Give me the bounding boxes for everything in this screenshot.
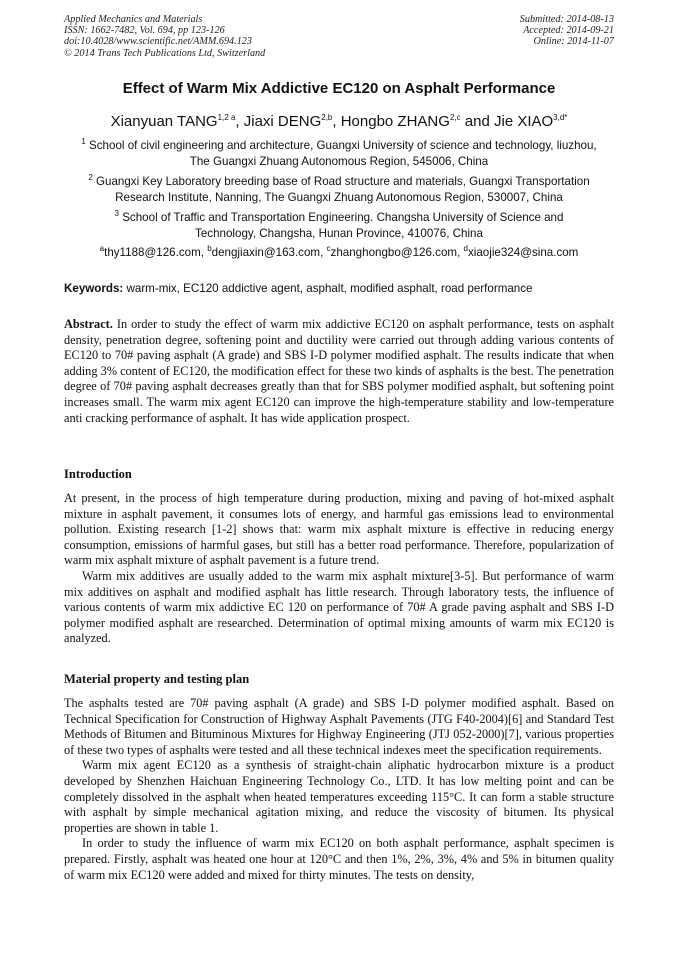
- affiliation-line: School of civil engineering and architecture, Guangxi University of science and technology, liuzhou,: [89, 139, 597, 152]
- email-mark: d: [463, 244, 468, 254]
- affiliation-2: [50, 174, 628, 206]
- affiliation-line: Technology, Changsha, Hunan Province, 410076, China: [195, 227, 483, 241]
- journal-doi: doi:10.4028/www.scientific.net/AMM.694.123: [64, 36, 252, 48]
- journal-name: Applied Mechanics and Materials: [64, 14, 203, 25]
- email-separator: ,: [200, 246, 208, 259]
- date-submitted: Submitted: 2014-08-13: [519, 14, 614, 25]
- paragraph: The asphalts tested are 70# paving asphalt (A grade) and SBS I-D polymer modified asphalt. Based on Technical Specification for Construction of Highway Asphalt Pavements (JTG F40-2004)[6] and Standard Test Methods of Bitumen and Bituminous Mixtures for Highway Engineering (JTJ 052-2000)[7], various properties of these two types of asphalts were tested and all these technical indexes meet the specification requirements.: [64, 696, 614, 757]
- keywords-text: warm-mix, EC120 addictive agent, asphalt, modified asphalt, road performance: [123, 282, 533, 295]
- journal-issn: ISSN: 1662-7482, Vol. 694, pp 123-126: [64, 25, 225, 37]
- author-affiliation-mark: 2,c: [449, 113, 461, 122]
- author-name: Hongbo ZHANG: [340, 113, 450, 130]
- abstract-text: In order to study the effect of warm mix addictive EC120 on asphalt performance, tests on asphalt density, penetration degree, softening point and ductility were carried out through adding various contents of EC120 to 70# paving asphalt (A grade) and SBS I-D polymer modified asphalt. The results indicate that when adding 3% content of EC120, the modification effect for these two kinds of asphalts is the best. The penetration degree of 70# paving asphalt decreases greatly than that for SBS polymer modified asphalt, but softening point increases small. The warm mix agent EC120 can improve the high-temperature stability and low-temperature anti cracking performance of asphalt. It has wide application prospect.: [64, 317, 614, 425]
- author-name: Jie XIAO: [493, 113, 554, 130]
- introduction-body: [64, 491, 614, 647]
- paragraph: At present, in the process of high temperature during production, mixing and paving of hot-mixed asphalt mixture in asphalt pavement, it consumes lots of energy, and harmful gas emissions lead to environmental pollution. Existing research [1-2] shows that: warm mix asphalt mixture is effective in reducing energy consumption, emissions of harmful gases, but still has a better road performance. Therefore, popularization of warm mix asphalt mixture of asphalt pavement is a future trend.: [64, 491, 614, 568]
- email-mark: a: [99, 244, 105, 254]
- email-address[interactable]: thy1188@126.com: [104, 246, 201, 259]
- email-separator: ,: [457, 246, 464, 259]
- date-online: Online: 2014-11-07: [533, 36, 614, 48]
- journal-info: [64, 14, 265, 59]
- abstract: [64, 317, 614, 426]
- author-affiliation-mark: 2,b: [321, 113, 333, 122]
- author-affiliation-mark: 3,d*: [553, 113, 568, 122]
- keywords: [64, 282, 616, 295]
- keywords-label: Keywords:: [64, 282, 124, 295]
- affiliation-number: 2: [88, 173, 93, 183]
- abstract-label: Abstract.: [64, 317, 113, 331]
- affiliation-number: 1: [81, 137, 86, 147]
- email-separator: ,: [320, 246, 327, 259]
- affiliation-line: Guangxi Key Laboratory breeding base of Road structure and materials, Guangxi Transportation: [96, 175, 590, 188]
- paragraph: Warm mix additives are usually added to the warm mix asphalt mixture[3-5]. But performance of warm mix additives on asphalt and modified asphalt has little research. Through laboratory tests, the influence of various contents of warm mix addictive EC 120 on performance of 70# A grade paving asphalt and SBS I-D polymer modified asphalt are researched. Determination of optimal mixing amounts of warm mix EC120 is analyzed.: [64, 568, 614, 646]
- author-list: [40, 113, 638, 130]
- author-separator: ,: [235, 113, 244, 130]
- paragraph: Warm mix agent EC120 as a synthesis of straight-chain aliphatic hydrocarbon mixture is a product developed by Shenzhen Haichuan Engineering Technology Co., LTD. It has low melting point and can be completely dissolved in the asphalt when heated temperatures exceeding 115°C. It can form a stable structure with asphalt by simple mechanical agitation mixing, and reduce the viscosity of bitumen. Its physical properties are shown in table 1.: [64, 758, 614, 835]
- author-name: Jiaxi DENG: [243, 113, 322, 130]
- email-address[interactable]: dengjiaxin@163.com: [211, 246, 321, 259]
- material-body: [64, 696, 614, 883]
- author-name: Xianyuan TANG: [110, 113, 218, 130]
- section-heading-material: Material property and testing plan: [64, 672, 250, 686]
- author-affiliation-mark: 1,2 a: [217, 113, 236, 122]
- email-address[interactable]: zhanghongbo@126.com: [330, 246, 458, 259]
- affiliation-number: 3: [114, 209, 119, 219]
- section-heading-introduction: Introduction: [64, 467, 132, 481]
- author-separator: ,: [332, 113, 341, 130]
- affiliation-line: The Guangxi Zhuang Autonomous Region, 545006, China: [189, 155, 489, 169]
- dates-info: [520, 14, 614, 48]
- affiliation-line: Research Institute, Nanning, The Guangxi Zhuang Autonomous Region, 530007, China: [115, 191, 563, 205]
- affiliation-1: [50, 138, 628, 170]
- paragraph: In order to study the influence of warm mix EC120 on both asphalt performance, asphalt specimen is prepared. Firstly, asphalt was heated one hour at 120°C and then 1%, 2%, 3%, 4% and 5% in bitumen quality of warm mix EC120 were added and mixed for thirty minutes. The tests on density,: [64, 836, 614, 882]
- author-emails: [40, 246, 638, 259]
- email-mark: b: [207, 244, 212, 254]
- email-address[interactable]: xiaojie324@sina.com: [467, 246, 579, 259]
- date-accepted: Accepted: 2014-09-21: [523, 25, 614, 37]
- affiliation-3: [50, 210, 628, 242]
- author-separator: and: [460, 113, 494, 130]
- affiliation-line: School of Traffic and Transportation Engineering. Changsha University of Science and: [122, 211, 564, 224]
- paper-title: Effect of Warm Mix Addictive EC120 on Asphalt Performance: [122, 80, 556, 97]
- email-mark: c: [326, 244, 331, 254]
- journal-copyright: © 2014 Trans Tech Publications Ltd, Switzerland: [64, 47, 266, 59]
